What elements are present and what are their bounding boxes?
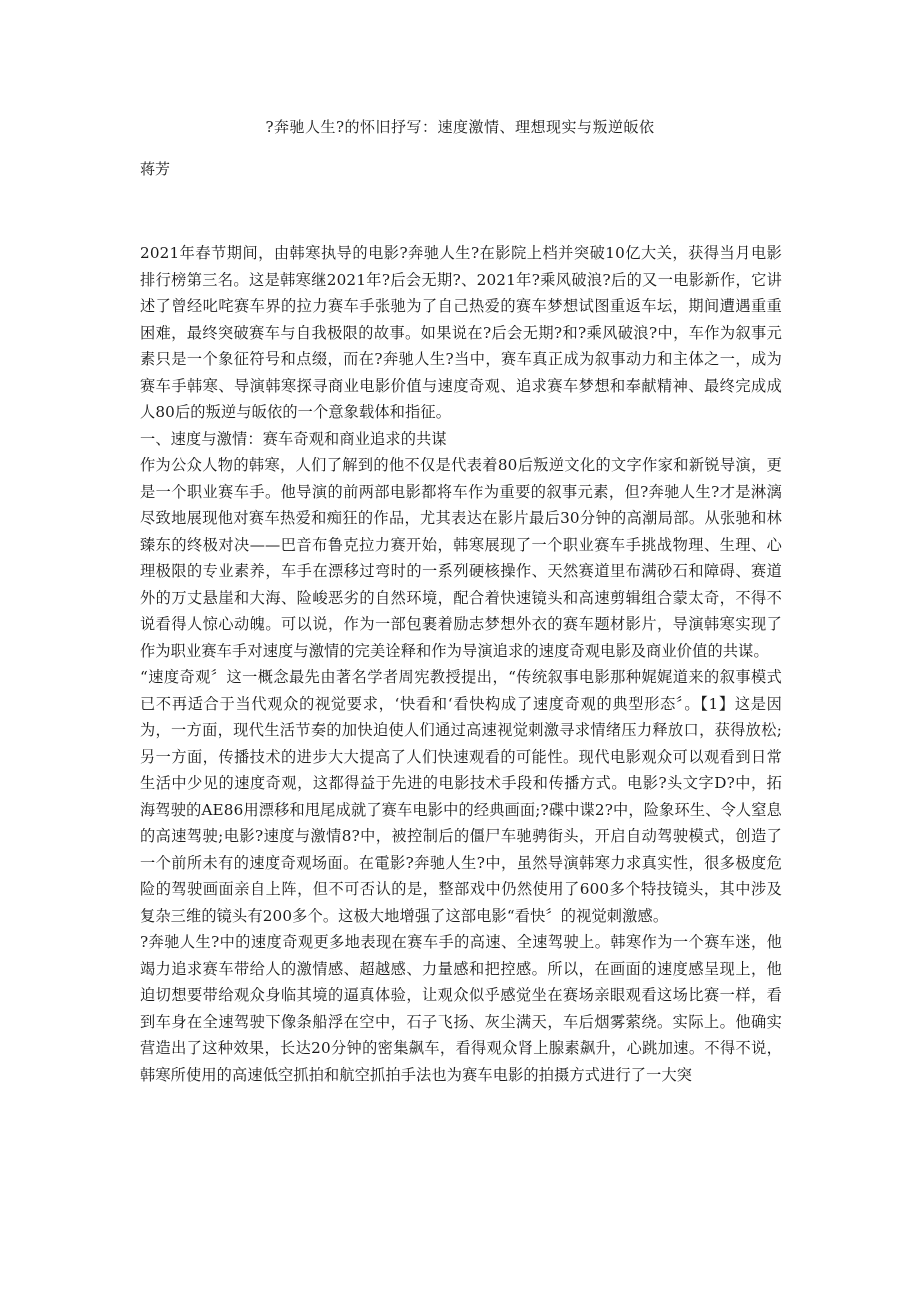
paragraph-intro: 2021年春节期间，由韩寒执导的电影?奔驰人生?在影院上档并突破10亿大关，获得当月电影排行榜第三名。这是韩寒继2021年?后会无期?、2021年?乘风破浪?后的又一电影新作，它讲述了曾经叱咤赛车界的拉力赛车手张驰为了自己热爱的赛车梦想试图重返车坛，期间遭遇重重困难，最终突破赛车与自我极限的故事。如果说在?后会无期?和?乘风破浪?中，车作为叙事元素只是一个象征符号和点缀，而在?奔驰人生?当中，赛车真正成为叙事动力和主体之一，成为赛车手韩寒、导演韩寒探寻商业电影价值与速度奇观、追求赛车梦想和奉献精神、最终完成成人80后的叛逆与皈依的一个意象载体和指征。 <box>140 244 782 421</box>
section-heading: 一、速度与激情：赛车奇观和商业追求的共谋 <box>140 429 447 448</box>
paragraph: ?奔驰人生?中的速度奇观更多地表现在赛车手的高速、全速驾驶上。韩寒作为一个赛车迷，他竭力追求赛车带给人的激情感、超越感、力量感和把控感。所以，在画面的速度感呈现上，他迫切想要带给观众身临其境的逼真体验，让观众似乎感觉坐在赛场亲眼观看这场比赛一样，看到车身在全速驾驶下像条船浮在空中，石子飞扬、灰尘满天，车后烟雾萦绕。实际上。他确实营造出了这种效果，长达20分钟的密集飙车，看得观众肾上腺素飙升，心跳加速。不得不说，韩寒所使用的高速低空抓拍和航空抓拍手法也为赛车电影的拍摄方式进行了一大突 <box>140 933 782 1084</box>
document-title: ?奔驰人生?的怀旧抒写：速度激情、理想现实与叛逆皈依 <box>265 118 655 136</box>
paragraph: 作为公众人物的韩寒，人们了解到的他不仅是代表着80后叛逆文化的文字作家和新锐导演，更是一个职业赛车手。他导演的前两部电影都将车作为重要的叙事元素，但?奔驰人生?才是淋漓尽致地展现他对赛车热爱和痴狂的作品，尤其表达在影片最后30分钟的高潮局部。从张驰和林臻东的终极对决——巴音布鲁克拉力赛开始，韩寒展现了一个职业赛车手挑战物理、生理、心理极限的专业素养，车手在漂移过弯时的一系列硬核操作、天然赛道里布满砂石和障碍、赛道外的万丈悬崖和大海、险峻恶劣的自然环境，配合着快速镜头和高速剪辑组合蒙太奇，不得不说看得人惊心动魄。可以说，作为一部包裹着励志梦想外衣的赛车题材影片，导演韩寒实现了作为职业赛车手对速度与激情的完美诠释和作为导演追求的速度奇观电影及商业价值的共谋。 <box>140 456 782 660</box>
paragraph: “速度奇观〞这一概念最先由著名学者周宪教授提出，“传统叙事电影那种娓娓道来的叙事模式已不再适合于当代观众的视觉要求，‘快看和‘看快构成了速度奇观的典型形态〞。【1】这是因为，一方面，现代生活节奏的加快迫使人们通过高速视觉刺激寻求情绪压力释放口，获得放松;另一方面，传播技术的进步大大提高了人们快速观看的可能性。现代电影观众可以观看到日常生活中少见的速度奇观，这都得益于先进的电影技术手段和传播方式。电影?头文字D?中，拓海驾驶的AE86用漂移和甩尾成就了赛车电影中的经典画面;?碟中谍2?中，险象环生、令人窒息的高速驾驶;电影?速度与激情8?中，被控制后的僵尸车驰骋街头，开启自动驾驶模式，创造了一个前所未有的速度奇观场面。在電影?奔驰人生?中，虽然导演韩寒力求真实性，很多极度危险的驾驶画面亲自上阵，但不可否认的是，整部戏中仍然使用了600多个特技镜头，其中涉及复杂三维的镜头有200多个。这极大地增强了这部电影“看快〞的视觉刺激感。 <box>140 668 782 925</box>
document-author: 蒋芳 <box>140 160 171 178</box>
document-body <box>140 240 782 1088</box>
